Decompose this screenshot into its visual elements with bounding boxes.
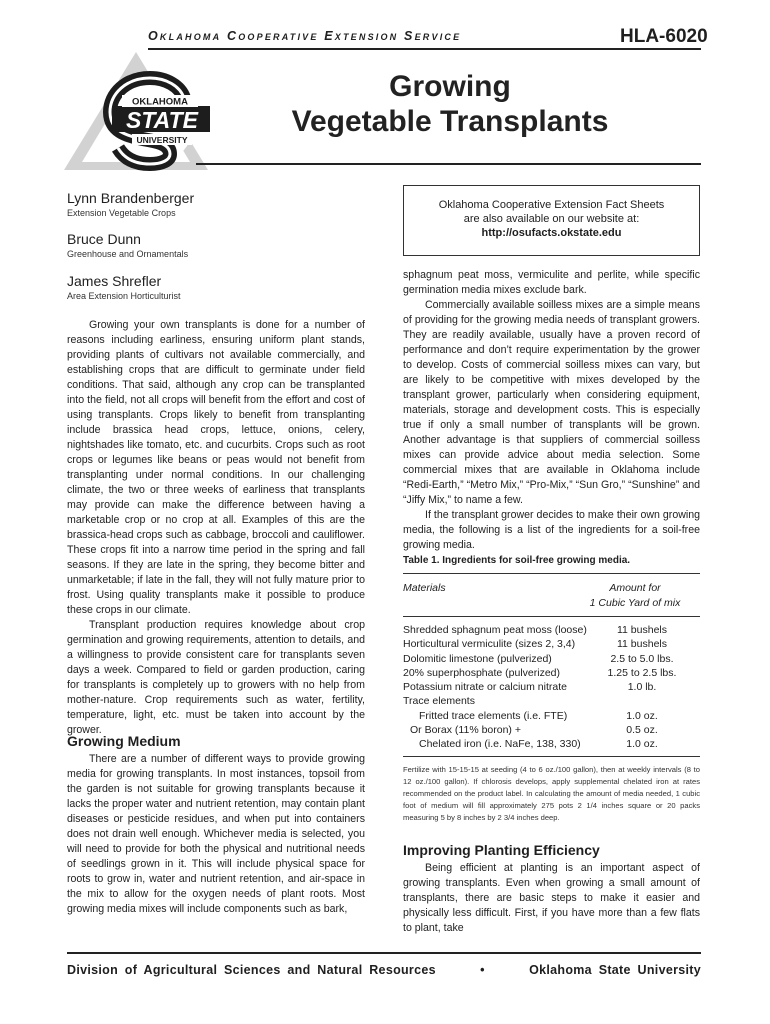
material-cell: Dolomitic limestone (pulverized) (403, 652, 552, 665)
website-link[interactable]: http://osufacts.okstate.edu (481, 227, 622, 239)
column-header-amount (575, 581, 695, 611)
author-name-2: Bruce Dunn (67, 231, 141, 247)
table-row (403, 709, 700, 723)
footer-separator: • (480, 963, 485, 977)
title-rule (196, 163, 701, 165)
section-heading-growing-medium: Growing Medium (67, 733, 181, 749)
amount-cell: 11 bushels (616, 624, 667, 636)
notice-line-1: Oklahoma Cooperative Extension Fact Sheets (438, 199, 665, 211)
table-rule-bottom (403, 756, 700, 757)
table-row (403, 737, 700, 751)
amount-cell: 1.0 lb. (627, 681, 657, 694)
ingredients-table (403, 623, 700, 752)
author-role-1: Extension Vegetable Crops (67, 208, 176, 218)
author-role-3: Area Extension Horticulturist (67, 291, 181, 301)
intro-text (67, 318, 365, 738)
author-role-2: Greenhouse and Ornamentals (67, 249, 189, 259)
material-cell: Fritted trace elements (i.e. FTE) (419, 709, 568, 722)
table-row (403, 666, 700, 680)
material-cell: Or Borax (11% boron) + (410, 724, 521, 737)
table-row (403, 723, 700, 737)
paragraph: Growing your own transplants is done for a number of reasons including earliness, ensuring uniform plant stands, providing plants of cultivars not available commercially, and establishing crops that are difficult to germinate under field conditions. That said, although any crop can be transplanted into the field, not all crops will benefit from the effort and cost of using transplants. Crops likely to benefit from transplanting include brassica head crops, lettuce, onions, celery, nightshades like tomato, etc. and cucurbits. Crops such as root crops or legumes like beans or peas would not benefit from transplanting under normal conditions. In our challenging climate, the two or three weeks of earliness that transplants may provide can make the difference between having a marketable crop or no crop at all. Examples of this are the brassica-head crops such as cabbage, broccoli and cauliflower. These crops fit into a narrow time period in the spring and fall seasons. If they are late in the spring, they become bitter and unmarketable; if late in the fall, they will not fully mature prior to frost. Using quality transplants make it possible to produce these crops in our climate. (67, 319, 365, 616)
material-cell: 20% superphosphate (pulverized) (403, 666, 561, 679)
column-header-materials: Materials (403, 582, 446, 594)
table-caption: Table 1. Ingredients for soil-free growing media. (403, 555, 631, 566)
osu-logo (62, 50, 210, 172)
amount-cell: 2.5 to 5.0 lbs. (610, 652, 674, 665)
column-header-amount-line-2: 1 Cubic Yard of mix (589, 597, 681, 609)
table-row (403, 637, 700, 651)
paragraph: Commercially available soilless mixes are a simple means of providing for the growing media needs of transplant growers. They are readily available, usually have a proven record of performance and don’t require experimentation by the grower to develop. Costs of commercial soilless mixes can vary, but are likely to be competitive with mixes developed by the transplant grower, particularly when considering equipment, materials, storage and development costs. This is especially true if only a small number of transplants will be grown. Another advantage is that suppliers of commercial soilless mixes can provide advice about media selection. Some commercial mixes that are available in Oklahoma include “Redi-Earth,” “Metro Mix,” “Pro-Mix,” “Sun Gro,” “Sunshine” and “Jiffy Mix,” to name a few. (403, 299, 700, 506)
footer (67, 963, 701, 977)
paragraph: Being efficient at planting is an important aspect of growing transplants. Even when growing a small amount of transplants, there are basic steps to make it easier and physically less difficult. First, if you have more than a few flats to plant, take (403, 862, 700, 934)
material-cell: Trace elements (403, 695, 475, 708)
footer-university: Oklahoma State University (529, 963, 701, 977)
table-row (403, 652, 700, 666)
material-cell: Horticultural vermiculite (sizes 2, 3,4) (403, 638, 576, 651)
table-footnote: Fertilize with 15-15-15 at seeding (4 to 6 oz./100 gallon), then at weekly intervals (8 to 12 oz./100 gallon). If chlorosis develops, apply supplemental chelated iron at rates recommended on the product label. In calculating the amount of media needed, 1 cubic foot of medium will fill approximately 275 pots 2 1/4 inches square or 20 packs measuring 5 by 8 inches by 2 3/4 inches deep. (403, 765, 700, 822)
section-heading-planting-efficiency: Improving Planting Efficiency (403, 842, 600, 858)
planting-efficiency-text (403, 861, 700, 936)
media-text (403, 268, 700, 553)
amount-cell: 11 bushels (616, 638, 667, 651)
growing-medium-text (67, 752, 365, 917)
website-notice-box (403, 185, 700, 256)
material-cell: Potassium nitrate or calcium nitrate (403, 681, 567, 694)
paragraph: Transplant production requires knowledge about crop germination and growing requirements, attention to details, and a willingness to provide consistent care for transplants seven days a week. Compared to field or garden production, caring for transplants is completely up to growers with no help from mother-nature. Crop requirements such as water, fertility, temperature, light, etc. must be taken into account by the grower. (67, 619, 365, 736)
table-row (403, 623, 700, 637)
author-name-1: Lynn Brandenberger (67, 190, 195, 206)
publication-id: HLA-6020 (620, 26, 708, 47)
paragraph: sphagnum peat moss, vermiculite and perlite, while specific germination media mixes exclude bark. (403, 269, 700, 296)
table-rule-top (403, 573, 700, 574)
author-name-3: James Shrefler (67, 273, 162, 289)
paragraph: If the transplant grower decides to make their own growing media, the following is a list of the ingredients for a soil-free growing media. (403, 509, 700, 551)
title-line-2: Vegetable Transplants (291, 105, 609, 138)
amount-cell: 1.0 oz. (626, 738, 658, 751)
document-title (240, 69, 660, 139)
logo-text-university: UNIVERSITY (136, 135, 188, 145)
service-name: Oklahoma Cooperative Extension Service (148, 29, 462, 43)
header-rule (148, 48, 701, 50)
amount-cell: 1.25 to 2.5 lbs. (607, 666, 677, 679)
title-line-1: Growing (389, 70, 511, 103)
table-row (403, 694, 700, 708)
footer-division: Division of Agricultural Sciences and Natural Resources (67, 963, 436, 977)
material-cell: Chelated iron (i.e. NaFe, 138, 330) (419, 738, 581, 751)
table-header (403, 581, 700, 609)
paragraph: There are a number of different ways to provide growing media for growing transplants. In most instances, topsoil from the garden is not suitable for growing transplants because it lacks the proper water and nutrient retention, may contain plant diseases or pesticide residues, and when put into containers does not drain well enough. Whichever media is selected, you will need to provide for both the physical and nutritional needs of seedlings grown in it. This will include physical space for roots to grow in, water and nutrient retention, and air-space in the mix to allow for the oxygen needs of plant roots. Most growing media mixes will include components such as bark, (67, 753, 365, 915)
table-rule-header (403, 616, 700, 617)
amount-cell: 0.5 oz. (626, 724, 658, 737)
amount-cell: 1.0 oz. (626, 709, 658, 722)
material-cell: Shredded sphagnum peat moss (loose) (403, 624, 587, 636)
column-header-amount-line-1: Amount for (609, 582, 661, 594)
notice-line-2: are also available on our website at: (463, 213, 640, 225)
logo-text-state: STATE (126, 107, 198, 133)
logo-text-oklahoma: OKLAHOMA (132, 96, 188, 108)
footer-rule (67, 952, 701, 954)
table-row (403, 680, 700, 694)
